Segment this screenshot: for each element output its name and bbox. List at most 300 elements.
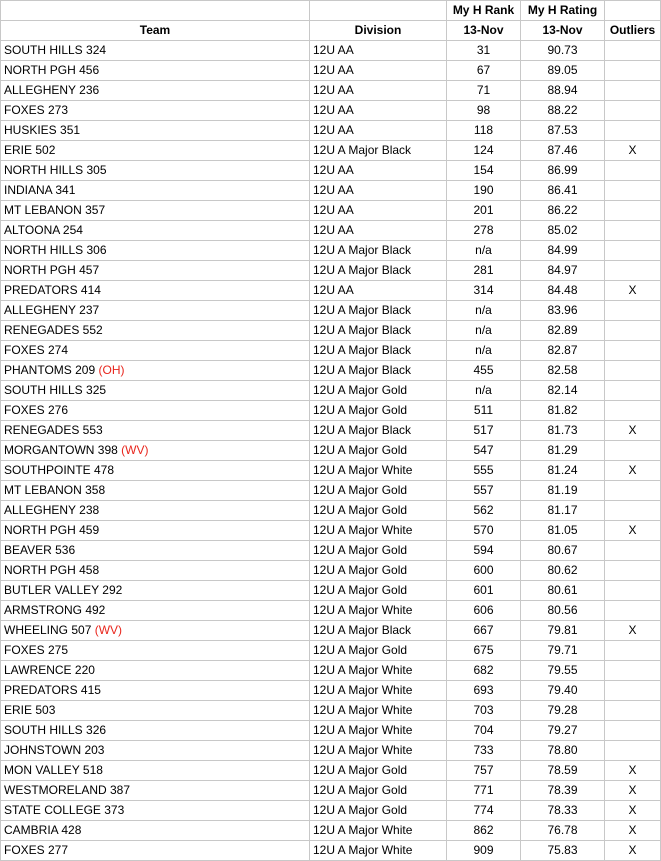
rating-cell[interactable]: 80.56 xyxy=(521,601,605,621)
table-row xyxy=(1,781,661,801)
header-outliers[interactable]: Outliers xyxy=(605,21,661,41)
team-cell[interactable] xyxy=(1,621,310,641)
team-cell[interactable] xyxy=(1,781,310,801)
table-row xyxy=(1,801,661,821)
team-name: LAWRENCE 220 xyxy=(4,663,95,677)
state-tag: (WV) xyxy=(94,623,123,637)
division-cell[interactable]: 12U A Major Gold xyxy=(310,481,447,501)
division-cell[interactable]: 12U A Major White xyxy=(310,741,447,761)
rating-cell[interactable]: 88.94 xyxy=(521,81,605,101)
table-row xyxy=(1,101,661,121)
rating-cell[interactable]: 82.14 xyxy=(521,381,605,401)
rating-cell[interactable]: 85.02 xyxy=(521,221,605,241)
team-cell[interactable] xyxy=(1,281,310,301)
outlier-cell[interactable]: X xyxy=(605,621,661,641)
outlier-cell[interactable] xyxy=(605,261,661,281)
rating-cell[interactable]: 83.96 xyxy=(521,301,605,321)
outlier-cell[interactable] xyxy=(605,441,661,461)
division-cell[interactable]: 12U A Major Gold xyxy=(310,761,447,781)
team-cell[interactable] xyxy=(1,41,310,61)
rank-cell[interactable]: 606 xyxy=(447,601,521,621)
header-row-1 xyxy=(1,1,661,21)
table-row xyxy=(1,161,661,181)
rank-cell[interactable]: 757 xyxy=(447,761,521,781)
team-name: SOUTH HILLS 326 xyxy=(4,723,107,737)
rating-cell[interactable]: 86.99 xyxy=(521,161,605,181)
rating-cell[interactable]: 87.53 xyxy=(521,121,605,141)
outlier-cell[interactable] xyxy=(605,481,661,501)
rank-cell[interactable]: 124 xyxy=(447,141,521,161)
rating-cell[interactable]: 80.62 xyxy=(521,561,605,581)
team-name: ERIE 502 xyxy=(4,143,56,157)
team-name: WHEELING 507 xyxy=(4,623,92,637)
outlier-cell[interactable]: X xyxy=(605,141,661,161)
team-cell[interactable] xyxy=(1,161,310,181)
rating-cell[interactable]: 78.80 xyxy=(521,741,605,761)
team-name: CAMBRIA 428 xyxy=(4,823,82,837)
rank-cell[interactable]: 909 xyxy=(447,841,521,861)
rating-cell[interactable]: 79.27 xyxy=(521,721,605,741)
rating-cell[interactable]: 89.05 xyxy=(521,61,605,81)
division-cell[interactable]: 12U A Major White xyxy=(310,601,447,621)
division-cell[interactable]: 12U A Major White xyxy=(310,701,447,721)
division-cell[interactable]: 12U A Major Gold xyxy=(310,781,447,801)
team-name: NORTH HILLS 305 xyxy=(4,163,107,177)
team-cell[interactable] xyxy=(1,461,310,481)
division-cell[interactable]: 12U A Major Gold xyxy=(310,501,447,521)
rating-cell[interactable]: 81.05 xyxy=(521,521,605,541)
division-cell[interactable]: 12U AA xyxy=(310,201,447,221)
table-row xyxy=(1,81,661,101)
division-cell[interactable]: 12U AA xyxy=(310,221,447,241)
table-row xyxy=(1,661,661,681)
rank-cell[interactable]: 278 xyxy=(447,221,521,241)
outlier-cell[interactable] xyxy=(605,661,661,681)
team-name: RENEGADES 552 xyxy=(4,323,103,337)
division-cell[interactable]: 12U AA xyxy=(310,121,447,141)
division-cell[interactable]: 12U A Major Gold xyxy=(310,561,447,581)
state-tag: (WV) xyxy=(121,443,149,457)
header-rating-date[interactable]: 13-Nov xyxy=(521,21,605,41)
outlier-cell[interactable]: X xyxy=(605,281,661,301)
rating-cell[interactable]: 84.48 xyxy=(521,281,605,301)
team-cell[interactable] xyxy=(1,601,310,621)
rank-cell[interactable]: 703 xyxy=(447,701,521,721)
table-row xyxy=(1,521,661,541)
team-cell[interactable] xyxy=(1,301,310,321)
header-rank-date[interactable]: 13-Nov xyxy=(447,21,521,41)
team-cell[interactable] xyxy=(1,661,310,681)
outlier-cell[interactable] xyxy=(605,641,661,661)
outlier-cell[interactable] xyxy=(605,341,661,361)
rating-cell[interactable]: 81.73 xyxy=(521,421,605,441)
rank-cell[interactable]: 547 xyxy=(447,441,521,461)
team-name: STATE COLLEGE 373 xyxy=(4,803,125,817)
outlier-cell[interactable] xyxy=(605,721,661,741)
division-cell[interactable]: 12U A Major Gold xyxy=(310,401,447,421)
table-row xyxy=(1,841,661,861)
table-row xyxy=(1,601,661,621)
team-name: FOXES 276 xyxy=(4,403,69,417)
header-rank-title[interactable]: My H Rank xyxy=(447,1,521,21)
team-name: MT LEBANON 358 xyxy=(4,483,106,497)
table-row xyxy=(1,481,661,501)
team-cell[interactable] xyxy=(1,401,310,421)
table-row xyxy=(1,461,661,481)
team-name: NORTH PGH 459 xyxy=(4,523,100,537)
team-cell[interactable] xyxy=(1,121,310,141)
team-cell[interactable] xyxy=(1,201,310,221)
division-cell[interactable]: 12U A Major White xyxy=(310,821,447,841)
team-name: MON VALLEY 518 xyxy=(4,763,103,777)
team-cell[interactable] xyxy=(1,761,310,781)
table-row xyxy=(1,301,661,321)
table-row xyxy=(1,721,661,741)
division-cell[interactable]: 12U AA xyxy=(310,181,447,201)
rank-cell[interactable]: 98 xyxy=(447,101,521,121)
team-name: MT LEBANON 357 xyxy=(4,203,106,217)
rank-cell[interactable]: 517 xyxy=(447,421,521,441)
table-row xyxy=(1,441,661,461)
team-name: ALLEGHENY 238 xyxy=(4,503,100,517)
team-cell[interactable] xyxy=(1,421,310,441)
team-cell[interactable] xyxy=(1,501,310,521)
outlier-cell[interactable] xyxy=(605,541,661,561)
outlier-cell[interactable]: X xyxy=(605,841,661,861)
rating-cell[interactable]: 84.99 xyxy=(521,241,605,261)
division-cell[interactable]: 12U A Major Gold xyxy=(310,381,447,401)
outlier-cell[interactable] xyxy=(605,161,661,181)
team-cell[interactable] xyxy=(1,241,310,261)
team-cell[interactable] xyxy=(1,721,310,741)
team-cell[interactable] xyxy=(1,541,310,561)
team-name: FOXES 275 xyxy=(4,643,69,657)
division-cell[interactable]: 12U A Major Black xyxy=(310,361,447,381)
division-cell[interactable]: 12U A Major Black xyxy=(310,141,447,161)
rating-cell[interactable]: 75.83 xyxy=(521,841,605,861)
table-row xyxy=(1,761,661,781)
outlier-cell[interactable] xyxy=(605,241,661,261)
header-row-2 xyxy=(1,21,661,41)
outlier-cell[interactable] xyxy=(605,381,661,401)
rating-cell[interactable]: 79.28 xyxy=(521,701,605,721)
rating-cell[interactable]: 80.61 xyxy=(521,581,605,601)
table-row xyxy=(1,281,661,301)
table-row xyxy=(1,321,661,341)
rating-cell[interactable]: 76.78 xyxy=(521,821,605,841)
team-cell[interactable] xyxy=(1,181,310,201)
team-name: NORTH PGH 457 xyxy=(4,263,100,277)
team-cell[interactable] xyxy=(1,361,310,381)
team-cell[interactable] xyxy=(1,101,310,121)
team-name: PHANTOMS 209 xyxy=(4,363,96,377)
rating-cell[interactable]: 78.33 xyxy=(521,801,605,821)
division-cell[interactable]: 12U AA xyxy=(310,161,447,181)
rank-cell[interactable]: 118 xyxy=(447,121,521,141)
table-row xyxy=(1,221,661,241)
division-cell[interactable]: 12U A Major Gold xyxy=(310,801,447,821)
team-name: ARMSTRONG 492 xyxy=(4,603,106,617)
team-cell[interactable] xyxy=(1,261,310,281)
division-cell[interactable]: 12U AA xyxy=(310,81,447,101)
rank-cell[interactable]: 281 xyxy=(447,261,521,281)
rating-cell[interactable]: 81.17 xyxy=(521,501,605,521)
rank-cell[interactable]: 570 xyxy=(447,521,521,541)
team-name: JOHNSTOWN 203 xyxy=(4,743,105,757)
division-cell[interactable]: 12U A Major White xyxy=(310,681,447,701)
division-cell[interactable]: 12U A Major White xyxy=(310,841,447,861)
team-name: MORGANTOWN 398 xyxy=(4,443,118,457)
team-cell[interactable] xyxy=(1,681,310,701)
outlier-cell[interactable] xyxy=(605,101,661,121)
rating-cell[interactable]: 81.82 xyxy=(521,401,605,421)
rank-cell[interactable]: 511 xyxy=(447,401,521,421)
rating-cell[interactable]: 86.22 xyxy=(521,201,605,221)
division-cell[interactable]: 12U A Major Black xyxy=(310,301,447,321)
rank-cell[interactable]: 682 xyxy=(447,661,521,681)
team-cell[interactable] xyxy=(1,841,310,861)
rank-cell[interactable]: n/a xyxy=(447,321,521,341)
team-name: FOXES 274 xyxy=(4,343,69,357)
team-name: INDIANA 341 xyxy=(4,183,76,197)
outlier-cell[interactable] xyxy=(605,321,661,341)
team-cell[interactable] xyxy=(1,321,310,341)
outlier-cell[interactable] xyxy=(605,61,661,81)
rank-cell[interactable]: n/a xyxy=(447,341,521,361)
division-cell[interactable]: 12U A Major Black xyxy=(310,621,447,641)
outlier-cell[interactable] xyxy=(605,681,661,701)
division-cell[interactable]: 12U AA xyxy=(310,101,447,121)
outlier-cell[interactable]: X xyxy=(605,761,661,781)
team-name: RENEGADES 553 xyxy=(4,423,103,437)
team-name: WESTMORELAND 387 xyxy=(4,783,131,797)
division-cell[interactable]: 12U AA xyxy=(310,41,447,61)
team-cell[interactable] xyxy=(1,381,310,401)
table-row xyxy=(1,341,661,361)
outlier-cell[interactable] xyxy=(605,221,661,241)
header-division-top[interactable] xyxy=(310,1,447,21)
outlier-cell[interactable] xyxy=(605,201,661,221)
team-name: NORTH HILLS 306 xyxy=(4,243,107,257)
rank-cell[interactable]: 31 xyxy=(447,41,521,61)
outlier-cell[interactable]: X xyxy=(605,521,661,541)
table-row xyxy=(1,701,661,721)
rank-cell[interactable]: n/a xyxy=(447,381,521,401)
division-cell[interactable]: 12U A Major Black xyxy=(310,341,447,361)
table-row xyxy=(1,641,661,661)
rank-cell[interactable]: 733 xyxy=(447,741,521,761)
division-cell[interactable]: 12U AA xyxy=(310,61,447,81)
team-cell[interactable] xyxy=(1,221,310,241)
rank-cell[interactable]: 675 xyxy=(447,641,521,661)
rank-cell[interactable]: 455 xyxy=(447,361,521,381)
rating-cell[interactable]: 81.19 xyxy=(521,481,605,501)
table-row xyxy=(1,61,661,81)
rank-cell[interactable]: 667 xyxy=(447,621,521,641)
rating-cell[interactable]: 80.67 xyxy=(521,541,605,561)
outlier-cell[interactable] xyxy=(605,581,661,601)
rank-cell[interactable]: 693 xyxy=(447,681,521,701)
division-cell[interactable]: 12U A Major Gold xyxy=(310,541,447,561)
rank-cell[interactable]: 562 xyxy=(447,501,521,521)
outlier-cell[interactable]: X xyxy=(605,421,661,441)
rating-cell[interactable]: 87.46 xyxy=(521,141,605,161)
team-cell[interactable] xyxy=(1,701,310,721)
rating-cell[interactable]: 79.40 xyxy=(521,681,605,701)
table-row xyxy=(1,581,661,601)
team-name: SOUTH HILLS 325 xyxy=(4,383,107,397)
team-cell[interactable] xyxy=(1,141,310,161)
rank-cell[interactable]: 201 xyxy=(447,201,521,221)
team-name: ERIE 503 xyxy=(4,703,56,717)
division-cell[interactable]: 12U A Major White xyxy=(310,661,447,681)
team-cell[interactable] xyxy=(1,741,310,761)
division-cell[interactable]: 12U A Major Black xyxy=(310,321,447,341)
outlier-cell[interactable] xyxy=(605,741,661,761)
outlier-cell[interactable] xyxy=(605,121,661,141)
division-cell[interactable]: 12U A Major Black xyxy=(310,241,447,261)
team-name: HUSKIES 351 xyxy=(4,123,81,137)
outlier-cell[interactable] xyxy=(605,601,661,621)
team-name: PREDATORS 414 xyxy=(4,283,101,297)
outlier-cell[interactable] xyxy=(605,41,661,61)
team-cell[interactable] xyxy=(1,521,310,541)
division-cell[interactable]: 12U A Major White xyxy=(310,461,447,481)
table-row xyxy=(1,41,661,61)
team-cell[interactable] xyxy=(1,481,310,501)
team-cell[interactable] xyxy=(1,441,310,461)
outlier-cell[interactable]: X xyxy=(605,461,661,481)
table-row xyxy=(1,541,661,561)
header-division[interactable]: Division xyxy=(310,21,447,41)
team-name: PREDATORS 415 xyxy=(4,683,101,697)
rating-cell[interactable]: 90.73 xyxy=(521,41,605,61)
table-row xyxy=(1,121,661,141)
team-name: ALLEGHENY 237 xyxy=(4,303,100,317)
outlier-cell[interactable] xyxy=(605,501,661,521)
outlier-cell[interactable] xyxy=(605,301,661,321)
team-cell[interactable] xyxy=(1,61,310,81)
division-cell[interactable]: 12U A Major White xyxy=(310,521,447,541)
team-cell[interactable] xyxy=(1,81,310,101)
rank-cell[interactable]: 67 xyxy=(447,61,521,81)
table-row xyxy=(1,821,661,841)
division-cell[interactable]: 12U A Major Black xyxy=(310,261,447,281)
division-cell[interactable]: 12U A Major Gold xyxy=(310,641,447,661)
rating-cell[interactable]: 79.55 xyxy=(521,661,605,681)
header-outliers-top[interactable] xyxy=(605,1,661,21)
team-name: NORTH PGH 456 xyxy=(4,63,100,77)
rank-cell[interactable]: 704 xyxy=(447,721,521,741)
rank-cell[interactable]: 555 xyxy=(447,461,521,481)
team-cell[interactable] xyxy=(1,341,310,361)
team-name: FOXES 277 xyxy=(4,843,69,857)
rank-cell[interactable]: 71 xyxy=(447,81,521,101)
rank-cell[interactable]: 557 xyxy=(447,481,521,501)
table-row xyxy=(1,401,661,421)
rating-cell[interactable]: 81.24 xyxy=(521,461,605,481)
table-row xyxy=(1,261,661,281)
rating-cell[interactable]: 86.41 xyxy=(521,181,605,201)
rank-cell[interactable]: 600 xyxy=(447,561,521,581)
team-name: FOXES 273 xyxy=(4,103,69,117)
table-row xyxy=(1,381,661,401)
rank-cell[interactable]: n/a xyxy=(447,241,521,261)
team-name: ALTOONA 254 xyxy=(4,223,83,237)
rating-cell[interactable]: 81.29 xyxy=(521,441,605,461)
division-cell[interactable]: 12U A Major White xyxy=(310,721,447,741)
team-name: BEAVER 536 xyxy=(4,543,76,557)
division-cell[interactable]: 12U AA xyxy=(310,281,447,301)
rank-cell[interactable]: 771 xyxy=(447,781,521,801)
rating-cell[interactable]: 79.81 xyxy=(521,621,605,641)
team-cell[interactable] xyxy=(1,581,310,601)
outlier-cell[interactable] xyxy=(605,81,661,101)
rank-cell[interactable]: n/a xyxy=(447,301,521,321)
rating-cell[interactable]: 78.39 xyxy=(521,781,605,801)
header-team[interactable]: Team xyxy=(1,21,310,41)
rating-cell[interactable]: 82.58 xyxy=(521,361,605,381)
rank-cell[interactable]: 594 xyxy=(447,541,521,561)
header-rating-title[interactable]: My H Rating xyxy=(521,1,605,21)
division-cell[interactable]: 12U A Major Black xyxy=(310,421,447,441)
rating-cell[interactable]: 82.89 xyxy=(521,321,605,341)
rank-cell[interactable]: 774 xyxy=(447,801,521,821)
team-name: ALLEGHENY 236 xyxy=(4,83,100,97)
team-cell[interactable] xyxy=(1,561,310,581)
rank-cell[interactable]: 190 xyxy=(447,181,521,201)
table-row xyxy=(1,241,661,261)
table-row xyxy=(1,421,661,441)
table-row xyxy=(1,201,661,221)
rank-cell[interactable]: 862 xyxy=(447,821,521,841)
team-name: NORTH PGH 458 xyxy=(4,563,100,577)
rating-cell[interactable]: 79.71 xyxy=(521,641,605,661)
outlier-cell[interactable] xyxy=(605,181,661,201)
rating-cell[interactable]: 84.97 xyxy=(521,261,605,281)
table-row xyxy=(1,681,661,701)
division-cell[interactable]: 12U A Major Gold xyxy=(310,581,447,601)
team-cell[interactable] xyxy=(1,821,310,841)
rank-cell[interactable]: 154 xyxy=(447,161,521,181)
team-name: SOUTHPOINTE 478 xyxy=(4,463,115,477)
table-row xyxy=(1,361,661,381)
team-cell[interactable] xyxy=(1,801,310,821)
table-row xyxy=(1,501,661,521)
outlier-cell[interactable] xyxy=(605,701,661,721)
rank-cell[interactable]: 601 xyxy=(447,581,521,601)
outlier-cell[interactable]: X xyxy=(605,821,661,841)
table-row xyxy=(1,741,661,761)
table-row xyxy=(1,181,661,201)
division-cell[interactable]: 12U A Major Gold xyxy=(310,441,447,461)
team-name: BUTLER VALLEY 292 xyxy=(4,583,123,597)
table-row xyxy=(1,561,661,581)
outlier-cell[interactable] xyxy=(605,561,661,581)
outlier-cell[interactable] xyxy=(605,361,661,381)
rank-cell[interactable]: 314 xyxy=(447,281,521,301)
rating-cell[interactable]: 88.22 xyxy=(521,101,605,121)
outlier-cell[interactable]: X xyxy=(605,781,661,801)
table-row xyxy=(1,141,661,161)
rating-cell[interactable]: 78.59 xyxy=(521,761,605,781)
outlier-cell[interactable]: X xyxy=(605,801,661,821)
outlier-cell[interactable] xyxy=(605,401,661,421)
header-team-top[interactable] xyxy=(1,1,310,21)
team-cell[interactable] xyxy=(1,641,310,661)
team-name: SOUTH HILLS 324 xyxy=(4,43,107,57)
rating-cell[interactable]: 82.87 xyxy=(521,341,605,361)
